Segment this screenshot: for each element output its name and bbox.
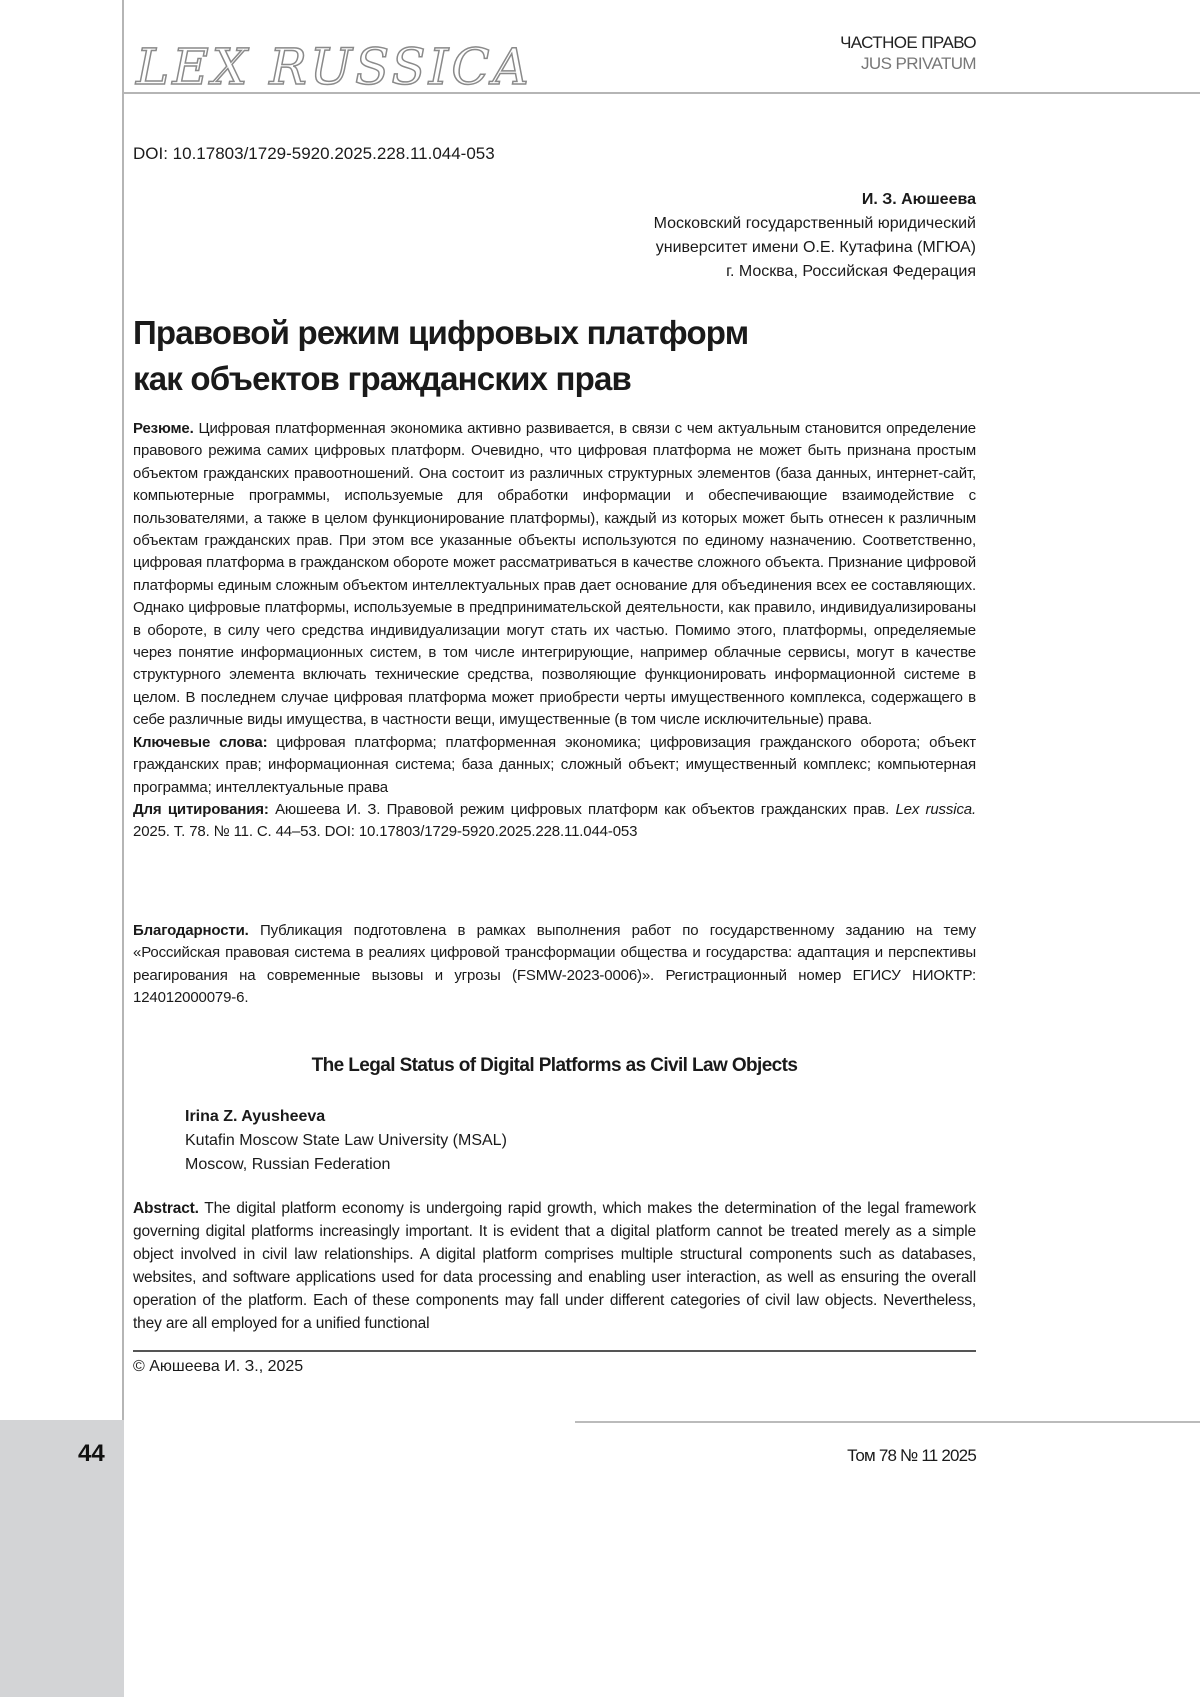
author-block xyxy=(654,188,976,284)
keywords-label: Ключевые слова: xyxy=(133,733,268,751)
page-number: 44 xyxy=(78,1440,105,1467)
author-city: г. Москва, Российская Федерация xyxy=(726,263,976,280)
russian-abstract xyxy=(133,418,976,844)
acknowledgements xyxy=(133,920,976,1010)
citation-details: 2025. Т. 78. № 11. С. 44–53. DOI: 10.17803/1729-5920.2025.228.11.044-053 xyxy=(133,823,638,841)
rubric-ru: ЧАСТНОЕ ПРАВО xyxy=(840,33,976,52)
citation xyxy=(133,799,976,844)
english-author-affiliation: Kutafin Moscow State Law University (MSAL) xyxy=(185,1132,507,1149)
abstract-label: Abstract. xyxy=(133,1200,199,1217)
article-title xyxy=(133,310,748,402)
title-line-2: как объектов гражданских прав xyxy=(133,360,632,397)
summary xyxy=(133,418,976,732)
author-affiliation-1: Московский государственный юридический xyxy=(653,215,976,232)
english-title: The Legal Status of Digital Platforms as Civil Law Objects xyxy=(311,1055,798,1076)
keywords-text: цифровая платформа; платформенная экономика; цифровизация гражданского оборота; объект гражданских прав; информационная система; база данных; сложный объект; имущественный комплекс; компьютерная программа; интеллектуальные права xyxy=(133,733,977,796)
abstract-text: The digital platform economy is undergoing rapid growth, which makes the determination of the legal framework governing digital platforms increasingly important. It is evident that a digital platform cannot be treated merely as a simple object involved in civil law relationships. A digital platform comprises multiple structural components such as databases, websites, and software applications used for data processing and enabling user interaction, as well as ensuring the overall operation of the platform. Each of these components may fall under different categories of civil law objects. Nevertheless, they are all employed for a unified functional xyxy=(133,1200,976,1332)
acknowledgements-label: Благодарности. xyxy=(133,922,249,939)
footer-rule xyxy=(575,1421,1200,1423)
english-author-name: Irina Z. Ayusheeva xyxy=(185,1108,326,1125)
citation-label: Для цитирования: xyxy=(133,800,269,818)
english-abstract xyxy=(133,1197,976,1335)
english-author-block xyxy=(185,1105,507,1177)
rubric-en: JUS PRIVATUM xyxy=(861,54,976,73)
left-margin-rule xyxy=(122,0,124,1420)
issue-info: Том 78 № 11 2025 xyxy=(847,1446,976,1465)
keywords xyxy=(133,732,976,799)
page-number-sidebar xyxy=(0,1420,124,1697)
footnote-rule xyxy=(133,1350,976,1352)
acknowledgements-text: Публикация подготовлена в рамках выполнения работ по государственному заданию на тему «Российская правовая система в реалиях цифровой трансформации общества и государства: адаптация и перспективы реагирования на современные вызовы и угрозы (FSMW-2023-0006)». Регистрационный номер ЕГИСУ НИОКТР: 124012000079-6. xyxy=(133,922,976,1007)
copyright: © Аюшеева И. З., 2025 xyxy=(133,1358,304,1375)
citation-journal: Lex russica. xyxy=(895,800,976,818)
author-affiliation-2: университет имени О.Е. Кутафина (МГЮА) xyxy=(655,239,976,256)
english-author-city: Moscow, Russian Federation xyxy=(185,1156,391,1173)
rubric xyxy=(840,32,976,74)
title-line-1: Правовой режим цифровых платформ xyxy=(133,314,749,351)
doi: DOI: 10.17803/1729-5920.2025.228.11.044-053 xyxy=(133,144,495,163)
journal-logo: LEX RUSSICA xyxy=(136,38,532,96)
summary-label: Резюме. xyxy=(133,420,194,437)
summary-text: Цифровая платформенная экономика активно развивается, в связи с чем актуальным становится определение правового режима самих цифровых платформ. Очевидно, что цифровая платформа не может быть признана простым объектом гражданских правоотношений. Она состоит из различных структурных элементов (база данных, интернет-сайт, компьютерные программы, используемые для обработки информации и обеспечивающие взаимодействие с пользователями, а также в целом функционирование платформы), каждый из которых может быть отнесен к различным объектам гражданских прав. При этом все указанные объекты используются по единому назначению. Соответственно, цифровая платформа в гражданском обороте может рассматриваться в качестве сложного объекта. Признание цифровой платформы единым сложным объектом интеллектуальных прав дает основание для объединения всех ее составляющих. Однако цифровые платформы, используемые в предпринимательской деятельности, как правило, индивидуализированы в обороте, в силу чего средства индивидуализации могут стать их частью. Помимо этого, платформы, определяемые через понятие информационных систем, в том числе интегрирующие, например облачные сервисы, могут в качестве структурного элемента включать технические средства, позволяющие функционировать информационной системе в целом. В последнем случае цифровая платформа может приобрести черты имущественного комплекса, содержащего в себе различные виды имущества, в частности вещи, имущественные (в том числе исключительные) права. xyxy=(133,420,976,729)
author-name: И. З. Аюшеева xyxy=(861,191,976,208)
citation-text: Аюшеева И. З. Правовой режим цифровых платформ как объектов гражданских прав. xyxy=(275,800,890,818)
